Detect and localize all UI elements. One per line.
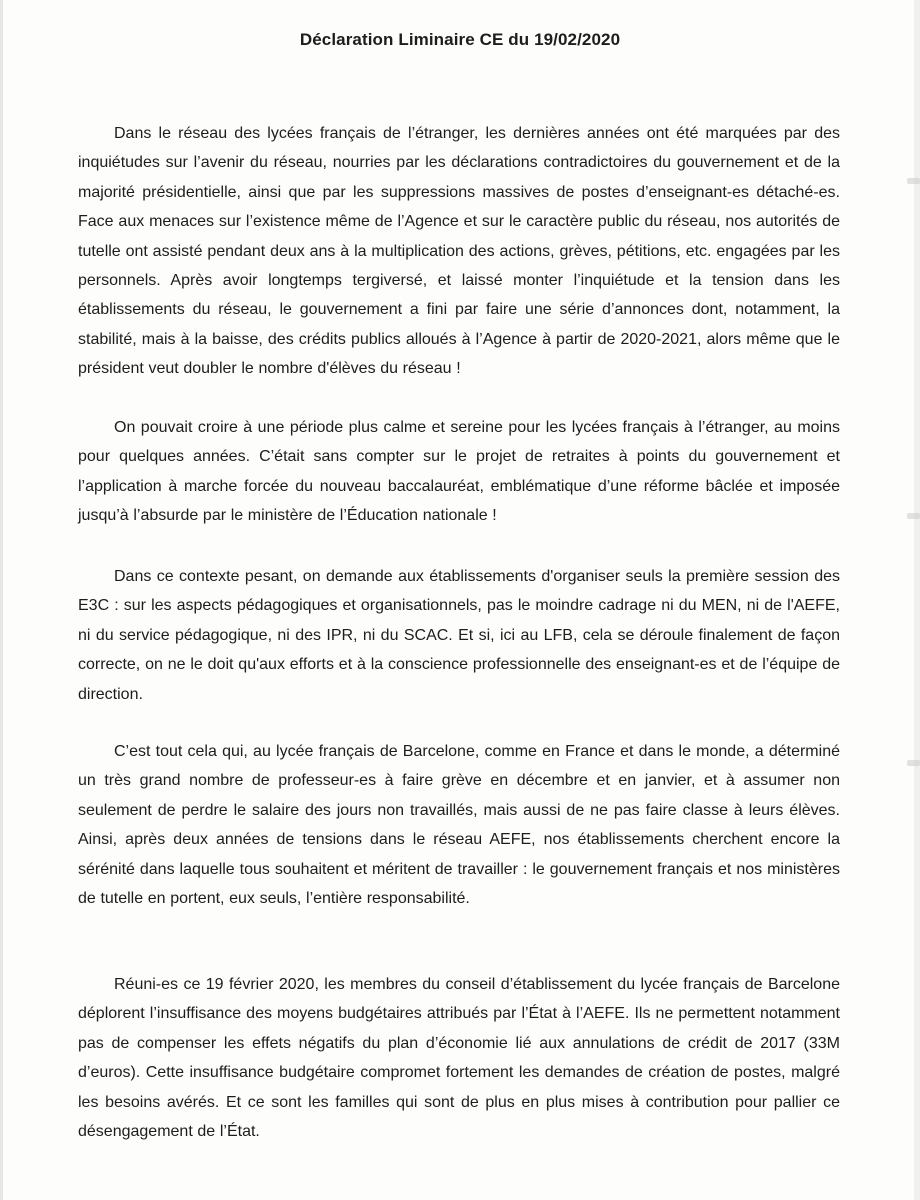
scan-edge-left xyxy=(0,0,3,1200)
paragraph-1: Dans le réseau des lycées français de l’étranger, les dernières années ont été marquées par des inquiétudes sur l’avenir du réseau, nourries par les déclarations contradictoires du gouvernement et de la majorité présidentielle, ainsi que par les suppressions massives de postes d’enseignant-es détaché-es. Face aux menaces sur l’existence même de l’Agence et sur le caractère public du réseau, nos autorités de tutelle ont assisté pendant deux ans à la multiplication des actions, grèves, pétitions, etc. engagées par les personnels. Après avoir longtemps tergiversé, et laissé monter l’inquiétude et la tension dans les établissements du réseau, le gouvernement a fini par faire une série d’annonces dont, notamment, la stabilité, mais à la baisse, des crédits publics alloués à l’Agence à partir de 2020-2021, alors même que le président veut doubler le nombre d'élèves du réseau ! xyxy=(78,125,840,378)
document-title: Déclaration Liminaire CE du 19/02/2020 xyxy=(299,30,621,49)
punch-hole-mark xyxy=(907,513,920,519)
punch-hole-mark xyxy=(907,178,920,184)
paragraph-3: Dans ce contexte pesant, on demande aux établissements d'organiser seuls la première session des E3C : sur les aspects pédagogiques et organisationnels, pas le moindre cadrage ni du MEN, ni de l'AEFE, ni du service pédagogique, ni des IPR, ni du SCAC. Et si, ici au LFB, cela se déroule finalement de façon correcte, on ne le doit qu'aux efforts et à la conscience professionnelle des enseignant-es et de l’équipe de direction. xyxy=(78,568,840,703)
paragraph-4: C’est tout cela qui, au lycée français de Barcelone, comme en France et dans le monde, a déterminé un très grand nombre de professeur-es à faire grève en décembre et en janvier, et à assumer non seulement de perdre le salaire des jours non travaillés, mais aussi de ne pas faire classe à leurs élèves. Ainsi, après deux années de tensions dans le réseau AEFE, nos établissements cherchent encore la sérénité dans laquelle tous souhaitent et méritent de travailler : le gouvernement français et nos ministères de tutelle en portent, eux seuls, l’entière responsabilité. xyxy=(78,743,840,908)
paragraph-5: Réuni-es ce 19 février 2020, les membres du conseil d’établissement du lycée français de Barcelone déplorent l’insuffisance des moyens budgétaires attribués par l’État à l’AEFE. Ils ne permettent notamment pas de compenser les effets négatifs du plan d’économie lié aux annulations de crédit de 2017 (33M d’euros). Cette insuffisance budgétaire compromet fortement les demandes de création de postes, malgré les besoins avérés. Et ce sont les familles qui sont de plus en plus mises à contribution pour pallier ce désengagement de l’État. xyxy=(78,976,840,1141)
paragraph-2: On pouvait croire à une période plus calme et sereine pour les lycées français à l’étranger, au moins pour quelques années. C’était sans compter sur le projet de retraites à points du gouvernement et l’application à marche forcée du nouveau baccalauréat, emblématique d’une réforme bâclée et imposée jusqu’à l’absurde par le ministère de l’Éducation nationale ! xyxy=(78,419,840,525)
punch-hole-mark xyxy=(907,760,920,766)
